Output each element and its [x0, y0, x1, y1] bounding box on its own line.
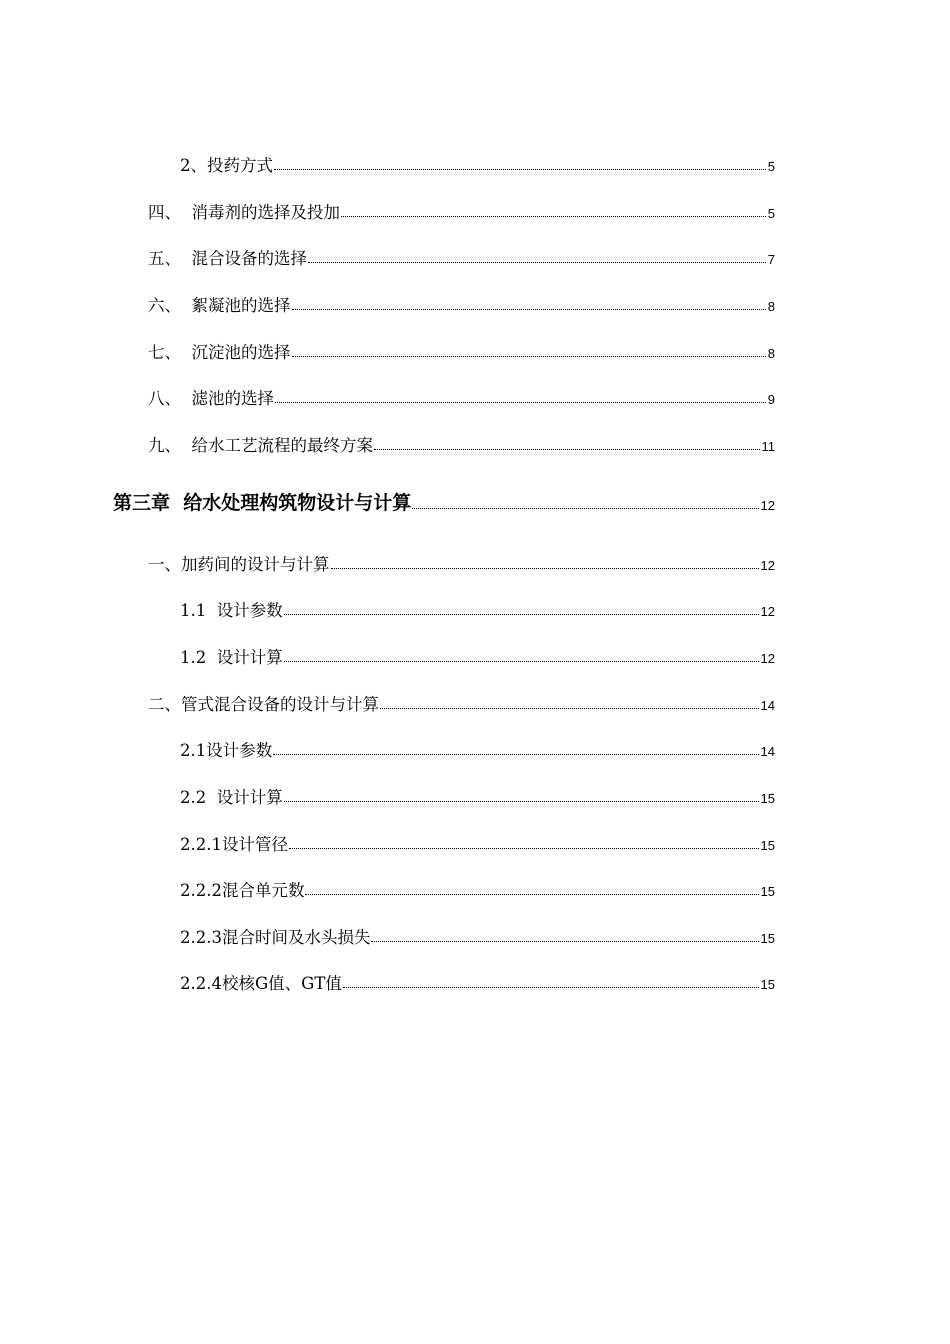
- toc-entry-title: 五、 混合设备的选择: [148, 248, 307, 268]
- toc-entry[interactable]: [148, 547, 775, 573]
- toc-leader-dots: [331, 567, 759, 569]
- toc-leader-dots: [371, 940, 758, 942]
- toc-entry-page: 12: [760, 651, 775, 666]
- toc-entry-title: 2.2.2混合单元数: [180, 880, 305, 900]
- toc-entry-page: 9: [767, 392, 775, 407]
- toc-entry[interactable]: [180, 640, 775, 666]
- toc-entry-title: 2.2.1设计管径: [180, 834, 288, 854]
- toc-leader-dots: [284, 800, 759, 802]
- toc-chapter-title: 第三章 给水处理构筑物设计与计算: [113, 492, 412, 514]
- toc-entry-title: 1.2 设计计算: [180, 647, 283, 667]
- toc-entry-title: 2.2.3混合时间及水头损失: [180, 927, 371, 947]
- toc-entry-title: 1.1 设计参数: [180, 600, 283, 620]
- toc-entry[interactable]: [180, 733, 775, 759]
- toc-leader-dots: [412, 507, 758, 509]
- toc-leader-dots: [308, 261, 766, 263]
- toc-leader-dots: [343, 986, 759, 988]
- toc-chapter-entry[interactable]: [113, 487, 775, 513]
- toc-entry-page: 14: [760, 744, 775, 759]
- toc-entry[interactable]: [180, 966, 775, 992]
- toc-entry-page: 14: [760, 698, 775, 713]
- toc-entry-title: 六、 絮凝池的选择: [148, 295, 291, 315]
- toc-leader-dots: [292, 355, 766, 357]
- toc-entry-title: 2.1设计参数: [180, 740, 273, 760]
- toc-leader-dots: [274, 168, 766, 170]
- toc-entry[interactable]: [148, 241, 775, 267]
- toc-entry[interactable]: [148, 687, 775, 713]
- toc-leader-dots: [289, 847, 759, 849]
- toc-entry-page: 15: [760, 791, 775, 806]
- toc-entry[interactable]: [180, 920, 775, 946]
- toc-entry-title: 八、 滤池的选择: [148, 388, 274, 408]
- toc-entry-title: 2.2 设计计算: [180, 787, 283, 807]
- toc-entry-title: 四、 消毒剂的选择及投加: [148, 202, 340, 222]
- toc-entry-title: 九、 给水工艺流程的最终方案: [148, 435, 373, 455]
- toc-entry-page: 12: [760, 498, 775, 513]
- toc-entry[interactable]: [148, 195, 775, 221]
- toc-entry-page: 8: [767, 346, 775, 361]
- toc-entry-page: 5: [767, 159, 775, 174]
- toc-entry[interactable]: [180, 873, 775, 899]
- toc-entry[interactable]: [148, 335, 775, 361]
- toc-entry[interactable]: [180, 780, 775, 806]
- toc-leader-dots: [284, 660, 759, 662]
- toc-entry-page: 15: [760, 884, 775, 899]
- toc-entry[interactable]: [148, 381, 775, 407]
- toc-entry[interactable]: [180, 148, 775, 174]
- toc-entry-page: 12: [760, 604, 775, 619]
- toc-entry-page: 7: [767, 252, 775, 267]
- toc-entry[interactable]: [180, 593, 775, 619]
- toc-entry[interactable]: [148, 428, 775, 454]
- toc-entry-page: 15: [760, 977, 775, 992]
- toc-entry-title: 一、加药间的设计与计算: [148, 554, 330, 574]
- toc-leader-dots: [305, 893, 758, 895]
- toc-leader-dots: [292, 308, 766, 310]
- toc-leader-dots: [275, 401, 766, 403]
- toc-entry-page: 11: [761, 439, 775, 454]
- toc-leader-dots: [341, 215, 766, 217]
- toc-entry-page: 8: [767, 299, 775, 314]
- toc-entry-page: 5: [767, 206, 775, 221]
- toc-entry-title: 2、投药方式: [180, 155, 273, 175]
- toc-leader-dots: [284, 613, 759, 615]
- toc-entry-title: 七、 沉淀池的选择: [148, 342, 291, 362]
- toc-entry-page: 15: [760, 838, 775, 853]
- toc-leader-dots: [380, 707, 759, 709]
- toc-leader-dots: [374, 448, 760, 450]
- toc-entry[interactable]: [180, 827, 775, 853]
- toc-entry-page: 12: [760, 558, 775, 573]
- toc-entry[interactable]: [148, 288, 775, 314]
- toc-entry-page: 15: [760, 931, 775, 946]
- toc-entry-title: 2.2.4校核G值、GT值: [180, 973, 342, 993]
- toc-entry-title: 二、管式混合设备的设计与计算: [148, 694, 379, 714]
- toc-leader-dots: [273, 753, 758, 755]
